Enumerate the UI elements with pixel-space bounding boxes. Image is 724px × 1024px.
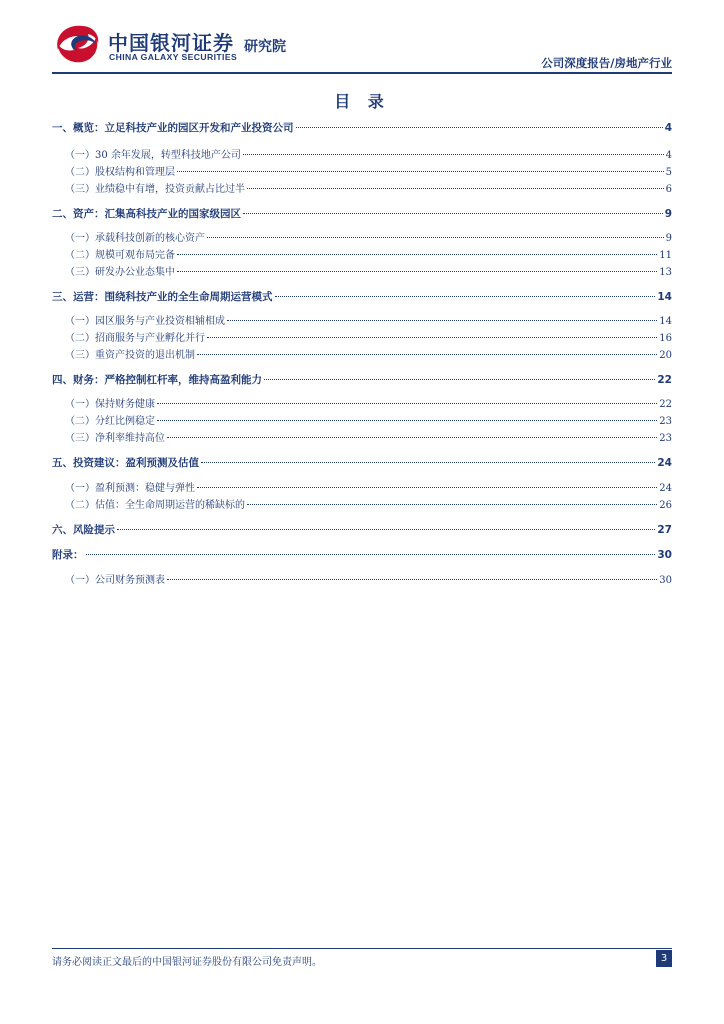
toc-dot-leader [247,504,657,505]
toc-entry-page: 4 [665,150,672,161]
toc-subsection-link[interactable] [52,163,672,179]
toc-entry-label: （二）估值：全生命周期运营的稀缺标的 [65,500,245,511]
toc-section-link[interactable] [52,547,672,563]
toc-section-link[interactable] [52,455,672,471]
toc-dot-leader [243,213,663,214]
toc-dot-leader [167,579,657,580]
toc-entry-label: （三）净利率维持高位 [65,433,165,444]
toc-entry-page: 24 [657,457,672,469]
toc-entry-page: 11 [659,250,672,261]
toc-entry-page: 30 [657,549,672,561]
toc-dot-leader [207,237,664,238]
toc-entry-page: 22 [659,399,672,410]
header-divider [52,72,672,74]
toc-entry-label: （一）承载科技创新的核心资产 [65,233,205,244]
toc-subsection-link[interactable] [52,180,672,196]
toc-subsection-link[interactable] [52,146,672,162]
footer-disclaimer: 请务必阅读正文最后的中国银河证券股份有限公司免责声明。 [52,957,322,968]
toc-entry-page: 5 [665,167,672,178]
toc-entry-label: （一）保持财务健康 [65,399,155,410]
toc-entry-label: （三）业绩稳中有增，投资贡献占比过半 [65,184,245,195]
toc-dot-leader [117,529,655,530]
toc-entry-label: （二）股权结构和管理层 [65,167,175,178]
toc-entry-page: 20 [659,350,672,361]
toc-entry-page: 22 [657,374,672,386]
toc-entry-page: 6 [665,184,672,195]
toc-dot-leader [177,171,664,172]
toc-dot-leader [207,337,657,338]
toc-entry-label: （二）招商服务与产业孵化并行 [65,333,205,344]
toc-subsection-link[interactable] [52,312,672,328]
toc-subsection-link[interactable] [52,263,672,279]
toc-dot-leader [201,462,655,463]
toc-entry-label: 六、风险提示 [52,524,115,536]
toc-entry-page: 14 [657,291,672,303]
toc-dot-leader [197,354,657,355]
toc-subsection-link[interactable] [52,329,672,345]
toc-dot-leader [177,254,657,255]
toc-subsection-link[interactable] [52,346,672,362]
toc-entry-page: 14 [659,316,672,327]
footer-divider [52,948,672,949]
toc-section-link[interactable] [52,522,672,538]
toc-title: 目 录 [334,92,390,111]
toc-entry-label: 三、运营：围绕科技产业的全生命周期运营模式 [52,291,273,303]
toc-subsection-link[interactable] [52,246,672,262]
toc-entry-page: 30 [659,575,672,586]
toc-dot-leader [157,403,657,404]
page-number: 3 [656,950,672,967]
toc-subsection-link[interactable] [52,429,672,445]
toc-entry-label: （一）公司财务预测表 [65,575,165,586]
toc-dot-leader [86,554,656,555]
toc-dot-leader [247,188,664,189]
toc-entry-page: 9 [664,208,672,220]
toc-dot-leader [167,437,657,438]
toc-entry-page: 27 [657,524,672,536]
page-header [0,0,724,78]
toc-dot-leader [264,379,655,380]
institute-name: 研究院 [244,39,286,55]
toc-entry-label: （二）分红比例稳定 [65,416,155,427]
toc-entry-page: 9 [665,233,672,244]
toc-entry-page: 16 [659,333,672,344]
toc-entry-label: （二）规模可观布局完备 [65,250,175,261]
toc-subsection-link[interactable] [52,412,672,428]
toc-subsection-link[interactable] [52,496,672,512]
toc-dot-leader [177,271,657,272]
galaxy-logo-icon [52,22,102,66]
toc-dot-leader [243,154,664,155]
toc-section-link[interactable] [52,372,672,388]
toc-dot-leader [157,420,657,421]
logo-chinese-name: 中国银河证券 [108,31,234,55]
toc-subsection-link[interactable] [52,395,672,411]
toc-entry-page: 26 [659,500,672,511]
toc-entry-label: 附录： [52,549,84,561]
toc-entry-page: 13 [659,267,672,278]
logo-english-name: CHINA GALAXY SECURITIES [109,52,238,62]
toc-entry-page: 24 [659,483,672,494]
report-type: 公司深度报告/房地产行业 [541,56,672,70]
toc-entry-label: 一、概览：立足科技产业的园区开发和产业投资公司 [52,122,294,134]
toc-entry-label: 二、资产：汇集高科技产业的国家级园区 [52,208,241,220]
toc-entry-label: （三）研发办公业态集中 [65,267,175,278]
toc-entry-page: 23 [659,416,672,427]
toc-section-link[interactable] [52,206,672,222]
toc-entry-label: （一）园区服务与产业投资相辅相成 [65,316,225,327]
toc-entry-label: （一）30 余年发展，转型科技地产公司 [65,150,241,161]
toc-subsection-link[interactable] [52,571,672,587]
toc-entry-page: 4 [664,122,672,134]
toc-dot-leader [296,127,663,128]
toc-subsection-link[interactable] [52,229,672,245]
toc-entry-page: 23 [659,433,672,444]
toc-section-link[interactable] [52,289,672,305]
toc-entry-label: 四、财务：严格控制杠杆率，维持高盈利能力 [52,374,262,386]
toc-dot-leader [275,296,656,297]
toc-entry-label: 五、投资建议：盈利预测及估值 [52,457,199,469]
toc-entry-label: （三）重资产投资的退出机制 [65,350,195,361]
toc-dot-leader [197,487,657,488]
toc-section-link[interactable] [52,120,672,136]
toc-entry-label: （一）盈利预测：稳健与弹性 [65,483,195,494]
toc-subsection-link[interactable] [52,479,672,495]
toc-dot-leader [227,320,657,321]
